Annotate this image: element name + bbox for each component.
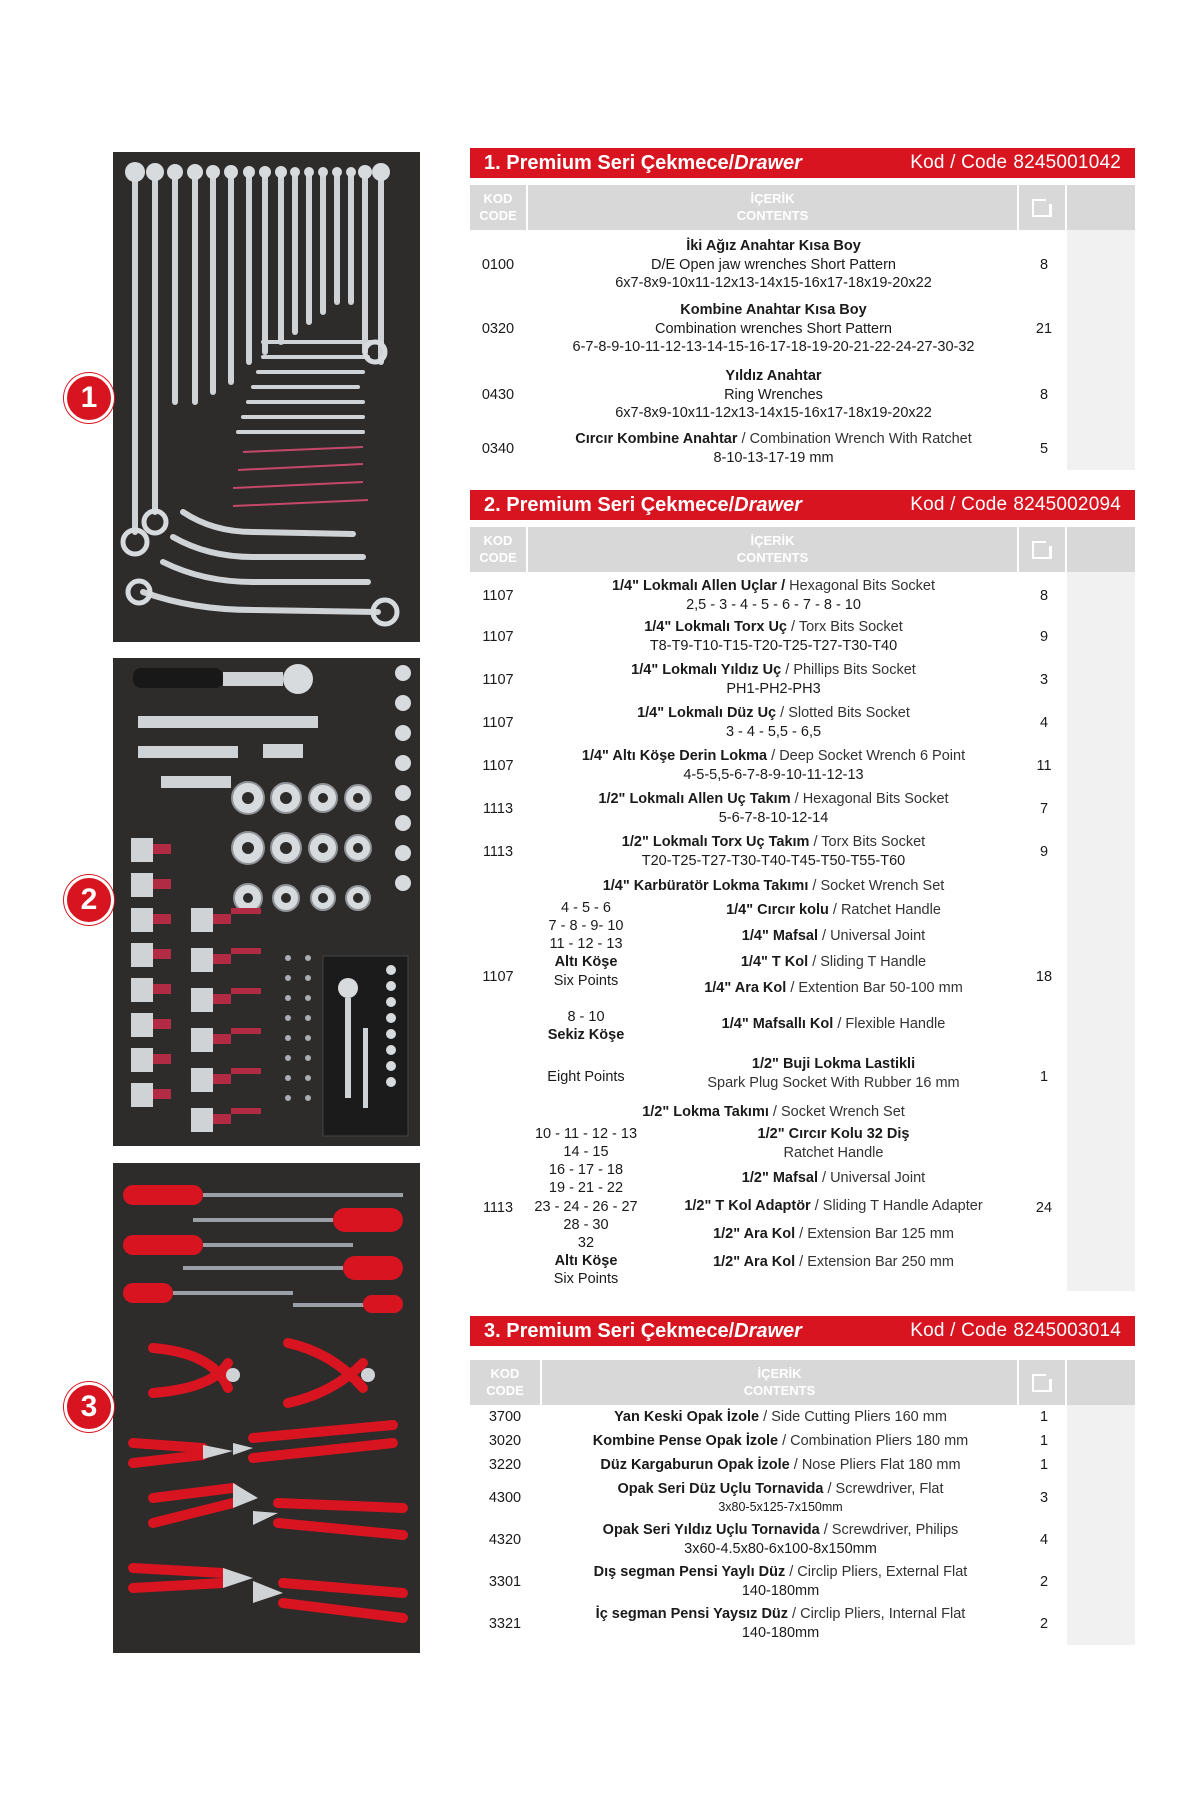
table-row: 1107 1/4" Lokmalı Yıldız Uç / Phillips Bits Socket PH1-PH2-PH3 3 [482,661,1049,697]
drawer1-table-body [470,230,1135,470]
drawer2-title-bar [470,490,1135,520]
group2-sizes: 10 - 11 - 12 - 13 14 - 15 16 - 17 - 18 19 - 21 - 22 23 - 24 - 26 - 27 28 - 30 32 Altı Köşe Six Points [534,1126,638,1287]
table-row: 4300 Opak Seri Düz Uçlu Tornavida / Screwdriver, Flat 3x80-5x125-7x150mm 3 [488,1481,1049,1515]
drawer2-table-header [470,527,1135,572]
drawer1-table-header [470,185,1135,230]
screwdriver-pliers-tray-illustration [113,1163,420,1653]
drawer3-title: 3. Premium Seri Çekmece/Drawer [484,1319,802,1342]
table-row: 0320 Kombine Anahtar Kısa Boy Combination wrenches Short Pattern 6-7-8-9-10-11-12-13-14-15-16-17-18-19-20-21-22-24-27-30-32 21 [481,301,1053,356]
group1-block: 1107 4 - 5 - 6 7 - 8 - 9- 10 11 - 12 - 13 Altı Köşe Six Points 8 - 10 Sekiz Köşe 1/4" Cırcır kolu / Ratchet Handle 1/4" Mafsal / Universal Joint 1/4" T Kol / Sliding T Handle 1/4" Ara Kol / Extention Bar 50-100 mm 1/4" Mafsallı Kol / Flexible Handle 18 [470,899,1135,1055]
drawer2-photo [113,658,420,1146]
table-row: 3301 Dış segman Pensi Yaylı Düz / Circlip Pliers, External Flat 140-180mm 2 [488,1564,1049,1599]
drawer3-code: Kod / Code 8245003014 [910,1320,1121,1341]
header-kod: KOD CODE [470,185,526,230]
header-kod: KOD CODE [470,527,526,572]
drawer1-title-bar [470,148,1135,178]
table-row: 1107 1/4" Lokmalı Düz Uç / Slotted Bits Socket 3 - 4 - 5,5 - 6,5 4 [482,704,1049,740]
drawer2-section [470,490,1135,1291]
table-row: 0430 Yıldız Anahtar Ring Wrenches 6x7-8x9-10x11-12x13-14x15-16x17-18x19-20x22 8 [481,367,1049,422]
group1-sparkplug: Eight Points 1/2" Buji Lokma Lastikli Spark Plug Socket With Rubber 16 mm 1 [547,1056,1049,1091]
header-blank [1067,1360,1135,1405]
group1-items: 1/4" Cırcır kolu / Ratchet Handle 1/4" Mafsal / Universal Joint 1/4" T Kol / Sliding T Handle 1/4" Ara Kol / Extention Bar 50-100 mm 1/4" Mafsallı Kol / Flexible Handle [704,902,963,1032]
header-icerik: İÇERİK CONTENTS [542,1360,1017,1405]
group2-block: 1113 10 - 11 - 12 - 13 14 - 15 16 - 17 - 18 19 - 21 - 22 23 - 24 - 26 - 27 28 - 30 32 Altı Köşe Six Points 1/2" Cırcır Kolu 32 Diş Ratchet Handle 1/2" Mafsal / Universal Joint 1/2" T Kol Adaptör / Sliding T Handle Adapter 1/2" Ara Kol / Extension Bar 125 mm 1/2" Ara Kol / Extension Bar 250 mm 24 [470,1125,1135,1291]
wrench-tray-illustration [113,152,420,642]
table-row: 3321 İç segman Pensi Yaysız Düz / Circlip Pliers, Internal Flat 140-180mm 2 [488,1606,1049,1641]
table-row: 3020 Kombine Pense Opak İzole / Combination Pliers 180 mm 1 [488,1432,1049,1449]
group2-items: 1/2" Cırcır Kolu 32 Diş Ratchet Handle 1/2" Mafsal / Universal Joint 1/2" T Kol Adaptör / Sliding T Handle Adapter 1/2" Ara Kol / Extension Bar 125 mm 1/2" Ara Kol / Extension Bar 250 mm [684,1126,983,1270]
table-row: 1113 1/2" Lokmalı Torx Uç Takım / Torx Bits Socket T20-T25-T27-T30-T40-T45-T50-T55-T60 9 [482,833,1049,869]
group1-heading: 1/4" Karbüratör Lokma Takımı / Socket Wrench Set [602,877,945,894]
drawer1-title: 1. Premium Seri Çekmece/Drawer [484,151,802,174]
drawer1-badge: 1 [64,373,114,423]
header-blank [1067,185,1135,230]
table-row: 4320 Opak Seri Yıldız Uçlu Tornavida / Screwdriver, Philips 3x60-4.5x80-6x100-8x150mm 4 [488,1522,1049,1557]
header-kod: KOD CODE [470,1360,540,1405]
header-icerik: İÇERİK CONTENTS [528,527,1017,572]
drawer2-title: 2. Premium Seri Çekmece/Drawer [484,493,802,516]
header-blank [1067,527,1135,572]
group1-sizes: 4 - 5 - 6 7 - 8 - 9- 10 11 - 12 - 13 Altı Köşe Six Points 8 - 10 Sekiz Köşe [547,900,625,1043]
socket-tray-illustration [113,658,420,1146]
table-row: 0100 İki Ağız Anahtar Kısa Boy D/E Open jaw wrenches Short Pattern 6x7-8x9-10x11-12x13-14x15-16x17-18x19-20x22 8 [481,237,1049,292]
drawer3-photo [113,1163,420,1653]
group2-heading: 1/2" Lokma Takımı / Socket Wrench Set [642,1103,905,1120]
drawer3-badge: 3 [64,1382,114,1432]
table-row: 1107 1/4" Altı Köşe Derin Lokma / Deep Socket Wrench 6 Point 4-5-5,5-6-7-8-9-10-11-12-13 11 [482,747,1052,783]
drawer1-code: Kod / Code 8245001042 [910,152,1121,173]
drawer3-table-body [470,1405,1135,1645]
table-row: 1107 1/4" Lokmalı Allen Uçlar / Hexagonal Bits Socket 2,5 - 3 - 4 - 5 - 6 - 7 - 8 - 10 8 [482,577,1049,613]
header-qty [1019,1360,1065,1405]
header-qty [1019,527,1065,572]
header-qty [1019,185,1065,230]
drawer1-section [470,148,1135,470]
table-row: 0340 Cırcır Kombine Anahtar / Combination Wrench With Ratchet 8-10-13-17-19 mm 5 [481,431,1049,466]
box-icon [1032,1374,1052,1392]
drawer1-photo [113,152,420,642]
box-icon [1032,199,1052,217]
table-row: 1107 1/4" Lokmalı Torx Uç / Torx Bits Socket T8-T9-T10-T15-T20-T25-T27-T30-T40 9 [482,618,1049,654]
header-icerik: İÇERİK CONTENTS [528,185,1017,230]
drawer3-section [470,1316,1135,1645]
table-row: 3220 Düz Kargaburun Opak İzole / Nose Pliers Flat 180 mm 1 [488,1456,1049,1473]
drawer2-code: Kod / Code 8245002094 [910,494,1121,515]
drawer2-table-body [470,572,1135,1291]
drawer3-title-bar [470,1316,1135,1346]
table-row: 1113 1/2" Lokmalı Allen Uç Takım / Hexagonal Bits Socket 5-6-7-8-10-12-14 7 [482,790,1049,826]
drawer2-badge: 2 [64,875,114,925]
table-row: 3700 Yan Keski Opak İzole / Side Cutting Pliers 160 mm 1 [488,1408,1049,1425]
drawer3-table-header [470,1360,1135,1405]
box-icon [1032,541,1052,559]
